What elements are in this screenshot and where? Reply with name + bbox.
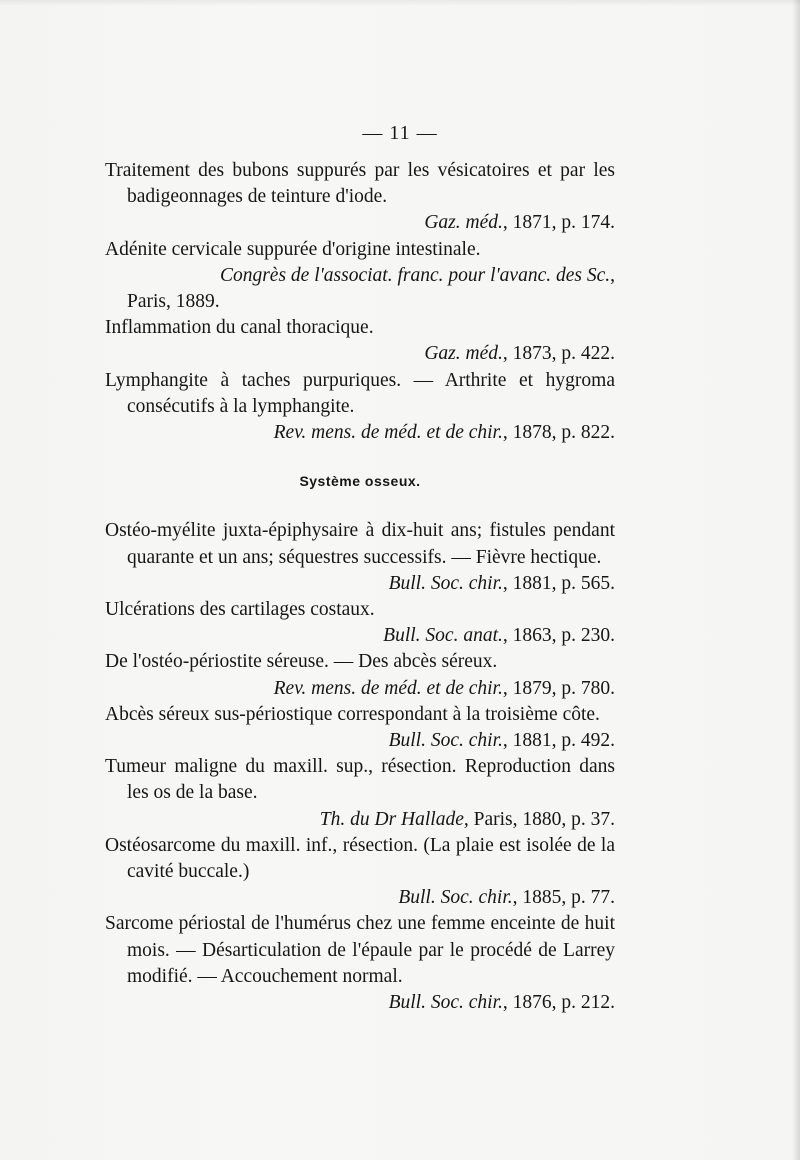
journal-name: Gaz. méd. (424, 212, 503, 234)
entry-citation (105, 728, 615, 754)
bibliography-list (105, 158, 615, 1016)
entry-title: De l'ostéo-périostite séreuse. — Des abcès séreux. (105, 651, 498, 673)
entry-title: Ulcérations des cartilages costaux. (105, 599, 375, 621)
journal-name: Bull. Soc. chir. (388, 572, 503, 594)
citation-reference: , 1881, p. 492. (502, 730, 615, 752)
bibliography-entry (105, 518, 615, 597)
entry-citation (105, 341, 615, 367)
entry-citation (105, 885, 615, 911)
section-heading: Système osseux. (299, 473, 421, 490)
entry-citation (105, 571, 615, 597)
citation-reference: , 1871, p. 174. (502, 212, 615, 234)
journal-name: Bull. Soc. chir. (388, 730, 503, 752)
page-number: — 11 — (362, 122, 438, 144)
journal-name: Bull. Soc. chir. (388, 992, 503, 1014)
bibliography-entry (105, 754, 615, 833)
citation-reference: , 1881, p. 565. (502, 572, 615, 594)
journal-name: Rev. mens. de méd. et de chir. (273, 677, 503, 699)
bibliography-entry (105, 911, 615, 1016)
citation-reference: , 1878, p. 822. (502, 422, 615, 444)
citation-reference: , (610, 264, 615, 286)
citation-reference: , 1879, p. 780. (502, 677, 615, 699)
bibliography-entry (105, 649, 615, 701)
entry-citation (105, 263, 615, 289)
bibliography-entry (105, 833, 615, 912)
citation-reference: , 1885, p. 77. (512, 887, 615, 909)
page-edge-shadow-top (0, 0, 800, 6)
citation-reference: , 1873, p. 422. (502, 343, 615, 365)
journal-name: Bull. Soc. chir. (398, 887, 513, 909)
entry-citation (105, 676, 615, 702)
journal-name: Bull. Soc. anat. (383, 625, 503, 647)
bibliography-entry (105, 702, 615, 754)
entry-title: Lymphangite à taches purpuriques. — Arthrite et hygroma consécutifs à la lymphangite. (105, 369, 615, 417)
page-edge-shadow-right (792, 0, 800, 1160)
entry-citation (105, 623, 615, 649)
entry-title: Inflammation du canal thoracique. (105, 317, 374, 339)
entry-title: Traitement des bubons suppurés par les vésicatoires et par les badigeonnages de teinture d'iode. (105, 160, 615, 208)
entry-title: Tumeur maligne du maxill. sup., résection. Reproduction dans les os de la base. (105, 756, 615, 804)
entry-citation (105, 990, 615, 1016)
citation-reference: , 1876, p. 212. (502, 992, 615, 1014)
citation-reference: , 1863, p. 230. (502, 625, 615, 647)
entry-title: Adénite cervicale suppurée d'origine intestinale. (105, 238, 481, 260)
bibliography-entry (105, 158, 615, 237)
entry-title: Abcès séreux sus-périostique correspondant à la troisième côte. (105, 703, 600, 725)
entry-citation (105, 420, 615, 446)
journal-name: Congrès de l'associat. franc. pour l'avanc. des Sc. (219, 264, 611, 286)
citation-reference: Paris, 1880, p. 37. (468, 808, 615, 830)
entry-title: Sarcome périostal de l'humérus chez une femme enceinte de huit mois. — Désarticulation de l'épaule par le procédé de Larrey modifié. — Accouchement normal. (105, 913, 615, 987)
entry-title: Ostéosarcome du maxill. inf., résection. (La plaie est isolée de la cavité buccale.) (105, 834, 615, 883)
citation-place: Paris, 1889. (127, 291, 220, 313)
journal-name: Gaz. méd. (424, 343, 503, 365)
journal-name: Rev. mens. de méd. et de chir. (273, 422, 503, 444)
bibliography-entry (105, 368, 615, 447)
bibliography-entry (105, 237, 615, 316)
journal-name: Th. du Dr Hallade, (319, 808, 469, 830)
bibliography-entry (105, 315, 615, 367)
entries-group-bottom (105, 518, 615, 1016)
entry-title: Ostéo-myélite juxta-épiphysaire à dix-huit ans; fistules pendant quarante et un ans; séquestres successifs. — Fièvre hectique. (105, 520, 615, 568)
entry-citation (105, 807, 615, 833)
bibliography-entry (105, 597, 615, 649)
entries-group-top (105, 158, 615, 446)
entry-citation (105, 210, 615, 236)
